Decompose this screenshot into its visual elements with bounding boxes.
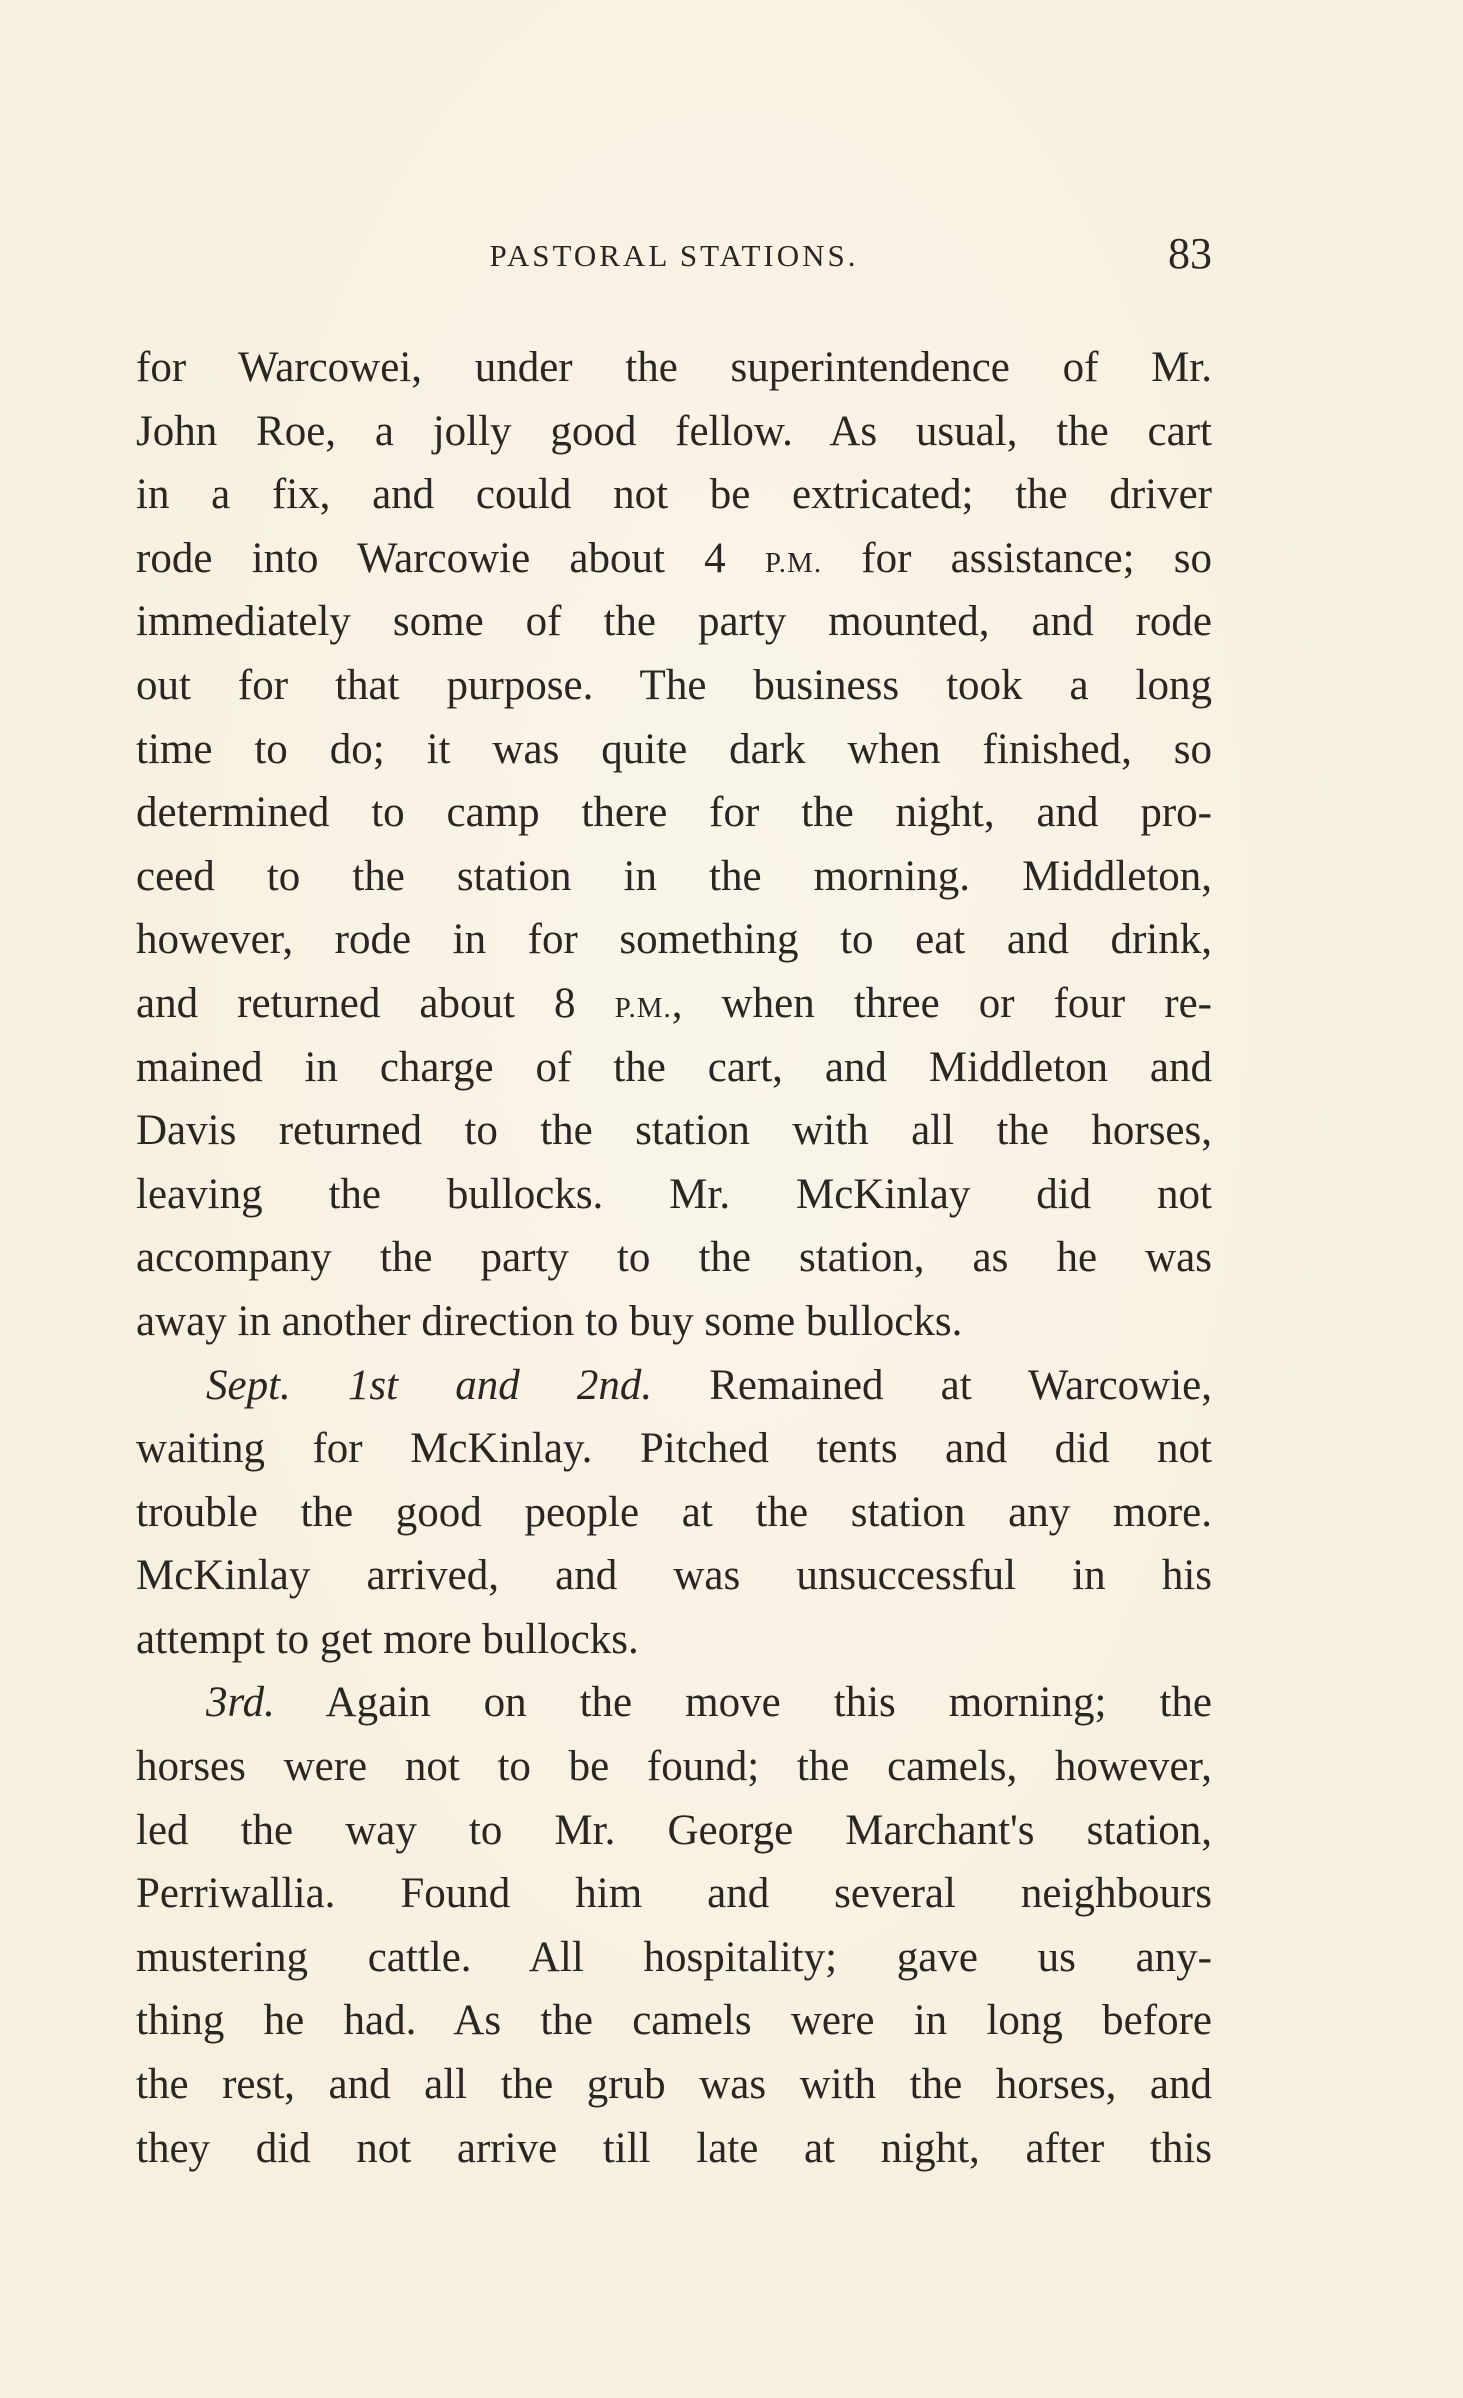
paragraph-end-line: away in another direction to buy some bullocks. <box>136 1297 963 1345</box>
text-line: out for that purpose. The business took a long <box>136 661 1212 709</box>
line-text: for assistance; so <box>822 534 1212 582</box>
line-text: Remained at Warcowie, <box>652 1361 1212 1409</box>
text-line: horses were not to be found; the camels, however, <box>136 1743 1212 1791</box>
text-line: led the way to Mr. George Marchant's station, <box>136 1806 1212 1854</box>
dated-entry-line <box>136 1354 1212 1418</box>
small-caps-time: P.M. <box>764 546 823 579</box>
entry-date: Sept. 1st and 2nd. <box>206 1361 653 1409</box>
line-text: and returned about 8 <box>136 979 615 1027</box>
line-text: rode into Warcowie about 4 <box>136 534 765 582</box>
text-line: however, rode in for something to eat and drink, <box>136 916 1212 964</box>
text-line: immediately some of the party mounted, and rode <box>136 598 1212 646</box>
text-line: determined to camp there for the night, and pro- <box>136 789 1212 837</box>
text-line: mained in charge of the cart, and Middleton and <box>136 1043 1212 1091</box>
text-line: John Roe, a jolly good fellow. As usual, the cart <box>136 407 1212 455</box>
entry-date: 3rd. <box>206 1679 275 1727</box>
text-line: trouble the good people at the station any more. <box>136 1488 1212 1536</box>
line-text: Again on the move this morning; the <box>274 1679 1212 1727</box>
text-line: accompany the party to the station, as he was <box>136 1234 1212 1282</box>
text-line: time to do; it was quite dark when finished, so <box>136 725 1212 773</box>
running-title: PASTORAL STATIONS. <box>489 238 859 273</box>
text-line: McKinlay arrived, and was unsuccessful in his <box>136 1552 1212 1600</box>
text-line: the rest, and all the grub was with the horses, and <box>136 2061 1212 2109</box>
running-head <box>136 228 1212 288</box>
text-line: for Warcowei, under the superintendence of Mr. <box>136 344 1212 391</box>
text-line: ceed to the station in the morning. Middleton, <box>136 852 1212 900</box>
text-line: thing he had. As the camels were in long before <box>136 1997 1212 2045</box>
dated-entry-line <box>136 1671 1212 1735</box>
text-line: waiting for McKinlay. Pitched tents and did not <box>136 1425 1212 1473</box>
text-line: mustering cattle. All hospitality; gave us any- <box>136 1933 1212 1981</box>
text-line: Perriwallia. Found him and several neighbours <box>136 1870 1212 1918</box>
paragraph-end-line: attempt to get more bullocks. <box>136 1615 639 1663</box>
text-line: in a fix, and could not be extricated; the driver <box>136 471 1212 519</box>
body-text <box>136 336 1212 2180</box>
line-text: , when three or four re- <box>671 979 1212 1027</box>
text-line <box>136 972 1212 1036</box>
text-line: leaving the bullocks. Mr. McKinlay did not <box>136 1170 1212 1218</box>
text-line: Davis returned to the station with all the horses, <box>136 1107 1212 1155</box>
small-caps-time: P.M. <box>614 991 672 1024</box>
text-line: they did not arrive till late at night, after this <box>136 2124 1212 2172</box>
text-line <box>136 527 1212 591</box>
page-number: 83 <box>1168 229 1212 278</box>
